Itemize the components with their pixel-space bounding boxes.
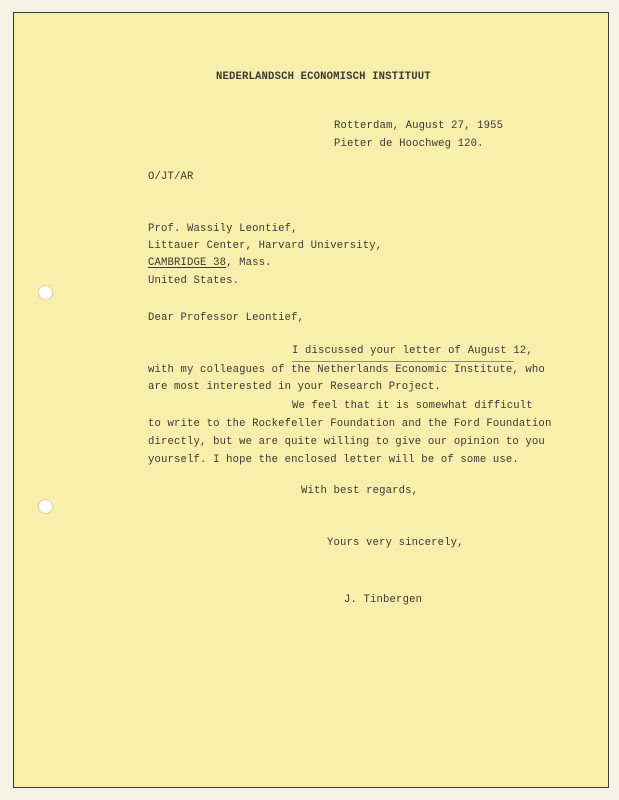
closing-sincerely: Yours very sincerely, bbox=[327, 537, 464, 549]
paragraph2-line1: We feel that it is somewhat difficult bbox=[292, 400, 533, 412]
paragraph2-line3: directly, but we are quite willing to give our opinion to you bbox=[148, 436, 545, 448]
punch-hole-top bbox=[38, 285, 53, 300]
recipient-state: , Mass. bbox=[226, 257, 272, 269]
paragraph1-line2: with my colleagues of the Netherlands Economic Institute, who bbox=[148, 364, 545, 376]
paragraph2-line2: to write to the Rockefeller Foundation and the Ford Foundation bbox=[148, 418, 552, 430]
salutation: Dear Professor Leontief, bbox=[148, 312, 305, 324]
signature-name: J. Tinbergen bbox=[344, 594, 423, 606]
recipient-country: United States. bbox=[148, 275, 240, 287]
reference-code: O/JT/AR bbox=[148, 171, 194, 183]
paragraph2-line4: yourself. I hope the enclosed letter will be of some use. bbox=[148, 454, 519, 466]
recipient-institution: Littauer Center, Harvard University, bbox=[148, 240, 383, 252]
pencil-underline bbox=[292, 361, 514, 362]
recipient-city-line bbox=[148, 257, 272, 269]
recipient-city: CAMBRIDGE 38 bbox=[148, 257, 227, 269]
paragraph1-line1: I discussed your letter of August 12, bbox=[292, 345, 533, 357]
date-line: Rotterdam, August 27, 1955 bbox=[334, 120, 504, 132]
recipient-name: Prof. Wassily Leontief, bbox=[148, 223, 298, 235]
sender-address: Pieter de Hoochweg 120. bbox=[334, 138, 484, 150]
letterhead: NEDERLANDSCH ECONOMISCH INSTITUUT bbox=[216, 71, 431, 83]
paragraph1-line3: are most interested in your Research Project. bbox=[148, 381, 441, 393]
punch-hole-bottom bbox=[38, 499, 53, 514]
closing-regards: With best regards, bbox=[301, 485, 419, 497]
